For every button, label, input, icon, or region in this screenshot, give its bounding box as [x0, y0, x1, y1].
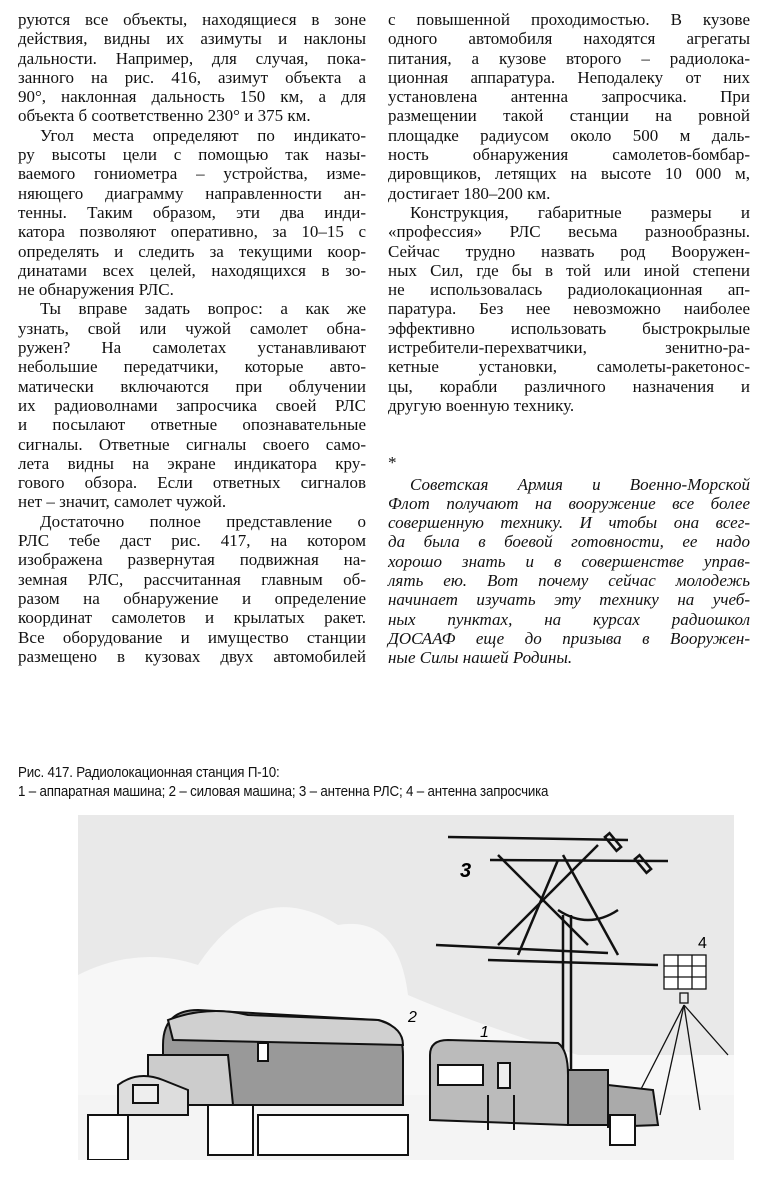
- caption-legend: 1 – аппаратная машина; 2 – силовая машина; 3 – антенна РЛС; 4 – антенна запросчика: [18, 784, 549, 800]
- text-line: дировщиков, летящих на высоте 10 000 м,: [388, 164, 750, 184]
- italic-text-line: ных пунктах, на курсах радиошкол: [388, 609, 750, 629]
- text-line: катора позволяют оперативно, за 10–15 с: [18, 222, 366, 242]
- text-line: одного автомобиля находятся агрегаты: [388, 29, 750, 49]
- label-1: 1: [480, 1024, 489, 1041]
- text-line: Все оборудование и имущество станции: [18, 627, 366, 647]
- radar-station-illustration: [78, 815, 734, 1160]
- text-line: Достаточно полное представление о: [40, 511, 366, 531]
- italic-text-line: лять ею. Вот почему сейчас молодежь: [388, 571, 750, 591]
- section-asterisk: *: [388, 453, 397, 473]
- text-line: ваемого гониометра – устройства, изме-: [18, 164, 366, 184]
- text-line: размещении такой станции на ровной: [388, 106, 750, 126]
- text-line: Сейчас трудно назвать род Вооружен-: [388, 241, 750, 261]
- text-line: «профессия» РЛС весьма разнообразны.: [388, 222, 750, 242]
- paragraph: [18, 299, 366, 511]
- text-line: координат самолетов и крылатых ракет.: [18, 608, 366, 628]
- text-line: Угол места определяют по индикато-: [40, 125, 366, 145]
- text-line: РЛС тебе даст рис. 417, на котором: [18, 531, 366, 551]
- right-paragraphs: [388, 10, 750, 415]
- italic-text-line: ДОСААФ еще до призыва в Вооружен-: [388, 628, 750, 648]
- text-line: ционная аппаратура. Неподалеку от них: [388, 67, 750, 87]
- paragraph: [388, 203, 750, 415]
- italic-text-line: хорошо знать и в совершенстве управ-: [388, 551, 750, 571]
- text-line: Конструкция, габаритные размеры и: [410, 202, 750, 222]
- text-line: не использовалась радиолокационная ап-: [388, 280, 750, 300]
- text-line: матически включаются при облучении: [18, 376, 366, 396]
- text-line: эффективно использовать быстрокрылые: [388, 318, 750, 338]
- paragraph: [388, 10, 750, 203]
- text-line: тенны. Таким образом, эти два инди-: [18, 202, 366, 222]
- italic-paragraph: [388, 475, 750, 668]
- italic-text-line: Советская Армия и Военно-Морской: [410, 474, 750, 494]
- text-line: разом на обнаружение и определение: [18, 588, 366, 608]
- text-line: размещено в кузовах двух автомобилей: [18, 646, 366, 666]
- text-line: лета видны на экране индикатора кру-: [18, 453, 366, 473]
- text-line: нет – значит, самолет чужой.: [18, 492, 227, 512]
- text-line: земная РЛС, рассчитанная главным об-: [18, 569, 366, 589]
- text-line: кетные установки, самолеты-ракетонос-: [388, 357, 750, 377]
- text-line: действия, видны их азимуты и наклоны: [18, 29, 366, 49]
- italic-text-line: да была в боевой готовности, ее надо: [388, 532, 750, 552]
- text-line: другую военную технику.: [388, 395, 575, 415]
- italic-text-line: совершенную технику. И чтобы она всег-: [388, 513, 750, 533]
- text-line: небольшие передатчики, которые авто-: [18, 357, 366, 377]
- text-line: площадке радиусом около 500 м даль-: [388, 125, 750, 145]
- italic-text-line: ные Силы нашей Родины.: [388, 648, 573, 668]
- paragraph: [18, 512, 366, 666]
- text-line: дальности. Например, для случая, пока-: [18, 48, 366, 68]
- caption-title: Рис. 417. Радиолокационная станция П-10:: [18, 765, 280, 781]
- text-line: 90°, наклонная дальность 150 км, а для: [18, 87, 366, 107]
- text-line: узнать, свой или чужой самолет обна-: [18, 318, 366, 338]
- paragraph: [18, 126, 366, 300]
- text-line: достигает 180–200 км.: [388, 183, 551, 203]
- text-line: определять и следить за текущими коор-: [18, 241, 366, 261]
- text-line: и посылают ответные опознавательные: [18, 415, 366, 435]
- label-3: 3: [460, 860, 472, 882]
- text-line: их радиоволнами запросчика своей РЛС: [18, 395, 366, 415]
- text-line: ность обнаружения самолетов-бомбар-: [388, 145, 750, 165]
- text-line: ружен? На самолетах устанавливают: [18, 338, 366, 358]
- text-line: питания, а кузове второго – радиолока-: [388, 48, 750, 68]
- text-line: паратура. Без нее невозможно наиболее: [388, 299, 750, 319]
- italic-text-line: начинает изучать эту технику на учеб-: [388, 590, 750, 610]
- text-line: с повышенной проходимостью. В кузове: [388, 10, 750, 29]
- text-line: няющего диаграмму направленности ан-: [18, 183, 366, 203]
- text-line: ру высоты цели с помощью так назы-: [18, 145, 366, 165]
- right-text-column: [388, 10, 750, 668]
- text-line: объекта б соответственно 230° и 375 км.: [18, 106, 311, 126]
- label-2: 2: [408, 1009, 417, 1026]
- text-line: не обнаружения РЛС.: [18, 280, 174, 300]
- paragraph: [18, 10, 366, 126]
- label-4: 4: [698, 935, 707, 952]
- text-line: руются все объекты, находящиеся в зоне: [18, 10, 366, 29]
- text-line: истребители-перехватчики, зенитно-ра-: [388, 338, 750, 358]
- text-line: Ты вправе задать вопрос: а как же: [40, 299, 366, 319]
- text-line: сигналы. Ответные сигналы своего само-: [18, 434, 366, 454]
- figure-caption: [18, 764, 548, 802]
- text-line: установлена антенна запросчика. При: [388, 87, 750, 107]
- text-line: изображена развернутая подвижная на-: [18, 550, 366, 570]
- text-line: гового обзора. Если ответных сигналов: [18, 473, 366, 493]
- text-line: цы, корабли различного назначения и: [388, 376, 750, 396]
- left-text-column: [18, 10, 366, 666]
- italic-text-line: Флот получают на вооружение все более: [388, 493, 750, 513]
- text-line: динатами всех целей, находящихся в зо-: [18, 260, 366, 280]
- text-line: занного на рис. 416, азимут объекта а: [18, 67, 366, 87]
- text-line: ных Сил, где бы в той или иной степени: [388, 260, 750, 280]
